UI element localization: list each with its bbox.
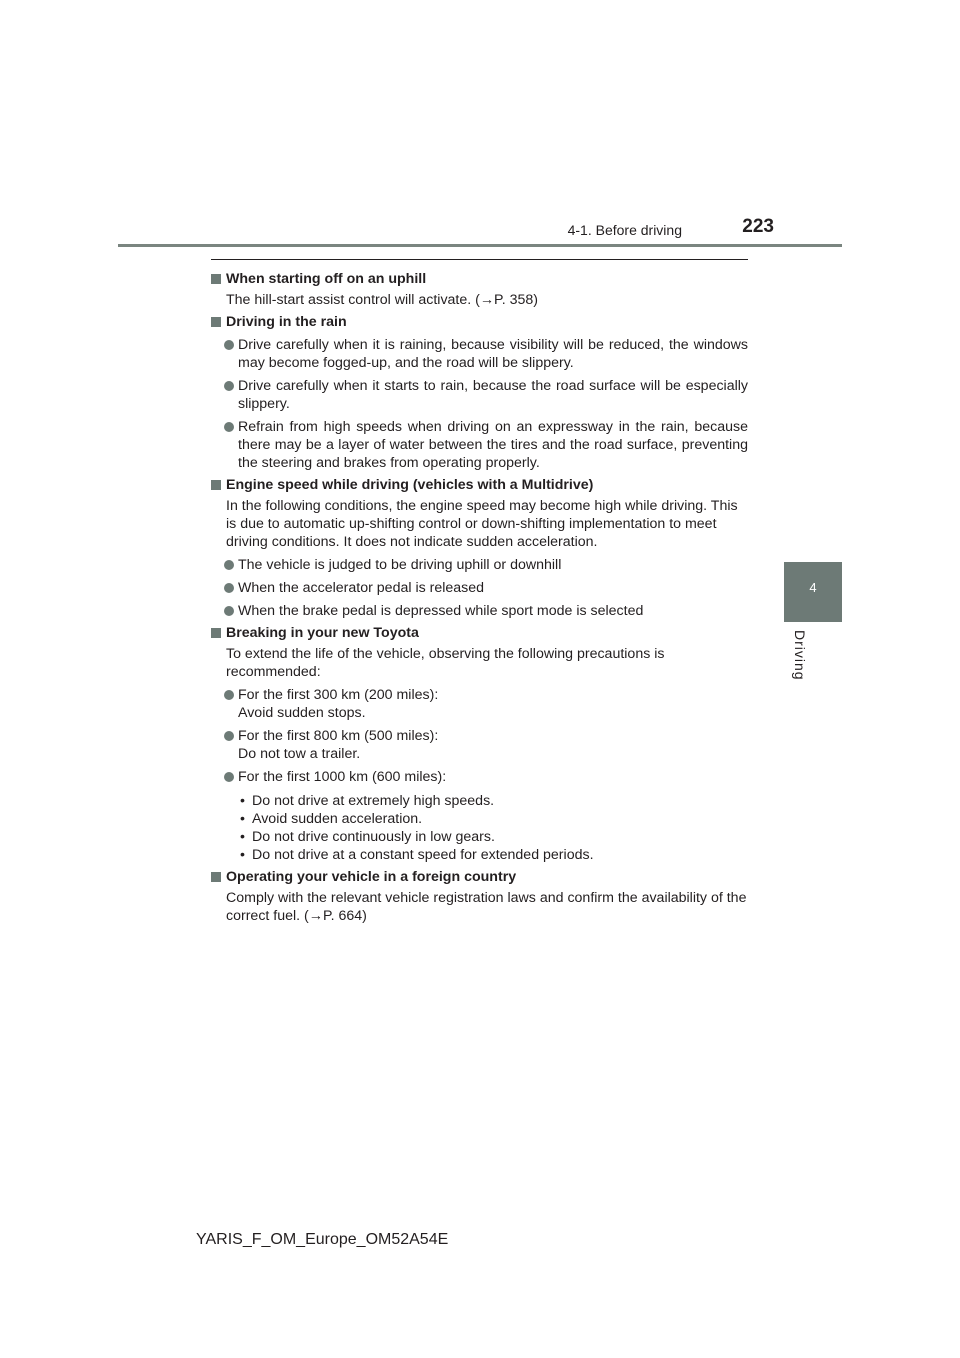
section-heading-text: Operating your vehicle in a foreign country <box>226 869 517 885</box>
chapter-tab <box>784 562 842 622</box>
dot-bullet-icon: • <box>240 829 245 845</box>
sub-list-item-text: Avoid sudden acceleration. <box>252 811 423 827</box>
section-heading-text: Driving in the rain <box>226 314 347 330</box>
list-item <box>211 377 748 413</box>
list-item-text: For the first 1000 km (600 miles): <box>238 769 447 785</box>
section-heading-text: When starting off on an uphill <box>226 271 427 287</box>
list-item <box>211 727 748 763</box>
square-bullet-icon <box>211 872 221 882</box>
section-heading <box>211 624 748 642</box>
page-content <box>211 266 748 925</box>
dot-bullet-icon: • <box>240 847 245 863</box>
section-heading <box>211 313 748 331</box>
section-paragraph: The hill-start assist control will activate. (→P. 358) <box>226 292 538 308</box>
square-bullet-icon <box>211 628 221 638</box>
section-heading-text: Breaking in your new Toyota <box>226 625 419 641</box>
square-bullet-icon <box>211 480 221 490</box>
circle-bullet-icon <box>224 422 234 432</box>
list-item <box>211 336 748 372</box>
section-paragraph: Comply with the relevant vehicle registration laws and confirm the availability of the correct fuel. (→P. 664) <box>226 890 747 924</box>
header-divider <box>118 244 842 247</box>
sub-list <box>211 792 748 864</box>
content-top-rule <box>211 259 748 260</box>
list-item <box>211 556 748 574</box>
list-item <box>211 418 748 472</box>
circle-bullet-icon <box>224 381 234 391</box>
circle-bullet-icon <box>224 560 234 570</box>
list-item-text: When the accelerator pedal is released <box>238 580 485 596</box>
list-item-text: For the first 800 km (500 miles): <box>238 728 439 744</box>
list-item-text: For the first 300 km (200 miles): <box>238 687 439 703</box>
sub-list-item-text: Do not drive at extremely high speeds. <box>252 793 495 809</box>
dot-bullet-icon: • <box>240 793 245 809</box>
section-heading <box>211 270 748 288</box>
chapter-tab-label: Driving <box>792 630 808 681</box>
list-item-text: Avoid sudden stops. <box>238 705 366 721</box>
circle-bullet-icon <box>224 340 234 350</box>
list-item-text: When the brake pedal is depressed while sport mode is selected <box>238 603 644 619</box>
sub-list-item <box>238 846 748 864</box>
header-section-title: 4-1. Before driving <box>567 222 682 238</box>
document-code-footer: YARIS_F_OM_Europe_OM52A54E <box>196 1231 449 1248</box>
sub-list-item-text: Do not drive at a constant speed for extended periods. <box>252 847 594 863</box>
list-item <box>211 579 748 597</box>
section-paragraph: In the following conditions, the engine speed may become high while driving. This is due to automatic up-shifting control or down-shifting implementation to meet driving conditions. It does not indicate sudden acceleration. <box>226 498 738 550</box>
list-item-text: Refrain from high speeds when driving on an expressway in the rain, because there may be a layer of water between the tires and the road surface, preventing the steering and brakes from operating properly. <box>238 419 748 471</box>
section-paragraph: To extend the life of the vehicle, observing the following precautions is recommended: <box>226 646 665 680</box>
square-bullet-icon <box>211 317 221 327</box>
page-number: 223 <box>742 216 774 237</box>
circle-bullet-icon <box>224 690 234 700</box>
section-heading <box>211 868 748 886</box>
section-heading <box>211 476 748 494</box>
sub-list-item <box>238 810 748 828</box>
dot-bullet-icon: • <box>240 811 245 827</box>
list-item-text: The vehicle is judged to be driving uphill or downhill <box>238 557 562 573</box>
square-bullet-icon <box>211 274 221 284</box>
list-item-text: Drive carefully when it is raining, because visibility will be reduced, the windows may become fogged-up, and the road will be slippery. <box>238 337 748 371</box>
sub-list-item-text: Do not drive continuously in low gears. <box>252 829 495 845</box>
circle-bullet-icon <box>224 606 234 616</box>
circle-bullet-icon <box>224 731 234 741</box>
list-item-text: Do not tow a trailer. <box>238 746 361 762</box>
chapter-tab-number: 4 <box>809 580 817 595</box>
circle-bullet-icon <box>224 583 234 593</box>
sub-list-item <box>238 792 748 810</box>
section-heading-text: Engine speed while driving (vehicles with a Multidrive) <box>226 477 594 493</box>
sub-list-item <box>238 828 748 846</box>
list-item <box>211 768 748 786</box>
list-item <box>211 686 748 722</box>
list-item <box>211 602 748 620</box>
circle-bullet-icon <box>224 772 234 782</box>
list-item-text: Drive carefully when it starts to rain, because the road surface will be especially slippery. <box>238 378 748 412</box>
